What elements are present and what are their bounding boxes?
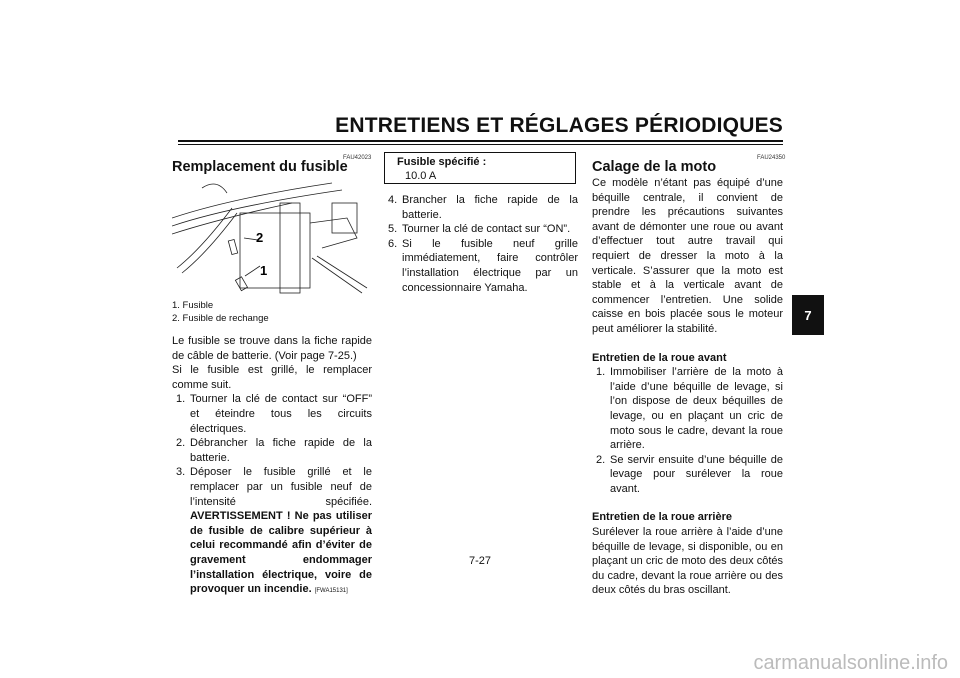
step-item: 5. Tourner la clé de contact sur “ON”. (388, 223, 571, 236)
chapter-tab: 7 (792, 295, 824, 335)
page-number: 7-27 (468, 555, 492, 567)
section-heading: Calage de la moto (592, 159, 717, 175)
callout-1: 1 (260, 263, 268, 278)
subheading-rear: Entretien de la roue arrière (592, 511, 732, 524)
spec-label: Fusible spécifié : (397, 156, 487, 168)
caption-1: 1. Fusible (172, 300, 214, 311)
spec-value: 10.0 A (405, 170, 437, 182)
intro-text: Le fusible se trouve dans la fiche rapide de câble de batterie. (Voir page 7-25.) (172, 335, 372, 362)
title-rule-thin (178, 144, 783, 145)
subheading-front: Entretien de la roue avant (592, 351, 727, 364)
spec-box (384, 152, 576, 184)
left-column (172, 158, 372, 599)
intro-text-2: Si le fusible est grillé, le remplacer comme suit. (172, 364, 372, 391)
step-item: 1. Immobiliser l’arrière de la moto à l’aide d’une béquille de levage, si l’on dispose de deux béquilles de levage, ou en plaçant un cric de moto sous le cadre, devant la roue arrière. (596, 366, 783, 452)
section-code: FAU24350 (757, 155, 786, 161)
caption-2: 2. Fusible de rechange (172, 312, 269, 324)
title-rule (178, 140, 783, 142)
step-item: 2. Débrancher la fiche rapide de la batterie. (176, 437, 372, 464)
callout-2: 2 (256, 230, 264, 245)
front-steps (592, 365, 783, 496)
step-item: 1. Tourner la clé de contact sur “OFF” et éteindre tous les circuits électriques. (176, 393, 372, 435)
steps-list (172, 392, 372, 598)
steps-list-continued (384, 193, 578, 295)
rear-text: Surélever la roue arrière à l’aide d’une béquille de levage, si disponible, ou en plaçant un cric de moto des deux côtés du cadre, devant la roue arrière ou des deux côtés du bras oscillant. (592, 526, 783, 597)
intro-text: Ce modèle n’étant pas équipé d’une béquille centrale, il convient de prendre les précautions suivantes avant de démonter une roue ou avant d’effectuer tout autre travail qui requiert de dresser la moto à la verticale. S’assurer que la moto est stable et à la verticale avant de commencer l’entretien. Une solide caisse en bois placée sous le moteur peut améliorer la stabilité. (592, 177, 783, 335)
page-title: ENTRETIENS ET RÉGLAGES PÉRIODIQUES (335, 114, 783, 137)
step-item: 2. Se servir ensuite d’une béquille de levage pour surélever la roue avant. (596, 453, 783, 495)
step-item: 3. Déposer le fusible grillé et le remplacer par un fusible neuf de l’intensité spécifiée. AVERTISSEMENT ! Ne pas utiliser de fusible de calibre supérieur à celui recommandé afin d’éviter de gravement endommager l’installation électrique, voire de provoquer un incendie. [FWA15131] (176, 466, 372, 596)
right-column (592, 158, 783, 598)
step-item: 6. Si le fusible neuf grille immédiatement, faire contrôler l’installation électrique par un concessionnaire Yamaha. (388, 237, 578, 294)
fuse-illustration (172, 178, 372, 298)
warning-text: AVERTISSEMENT ! Ne pas utiliser de fusible de calibre supérieur à celui recommandé afin d’éviter de gravement endommager l’installation électrique, voire de provoquer un incendie. (190, 510, 372, 596)
watermark: carmanualsonline.info (753, 652, 948, 674)
middle-column (384, 193, 578, 295)
section-code: FAU42023 (343, 155, 372, 161)
warning-code: [FWA15131] (314, 588, 348, 595)
step-item: 4. Brancher la fiche rapide de la batterie. (388, 194, 578, 221)
section-heading: Remplacement du fusible (172, 159, 348, 175)
